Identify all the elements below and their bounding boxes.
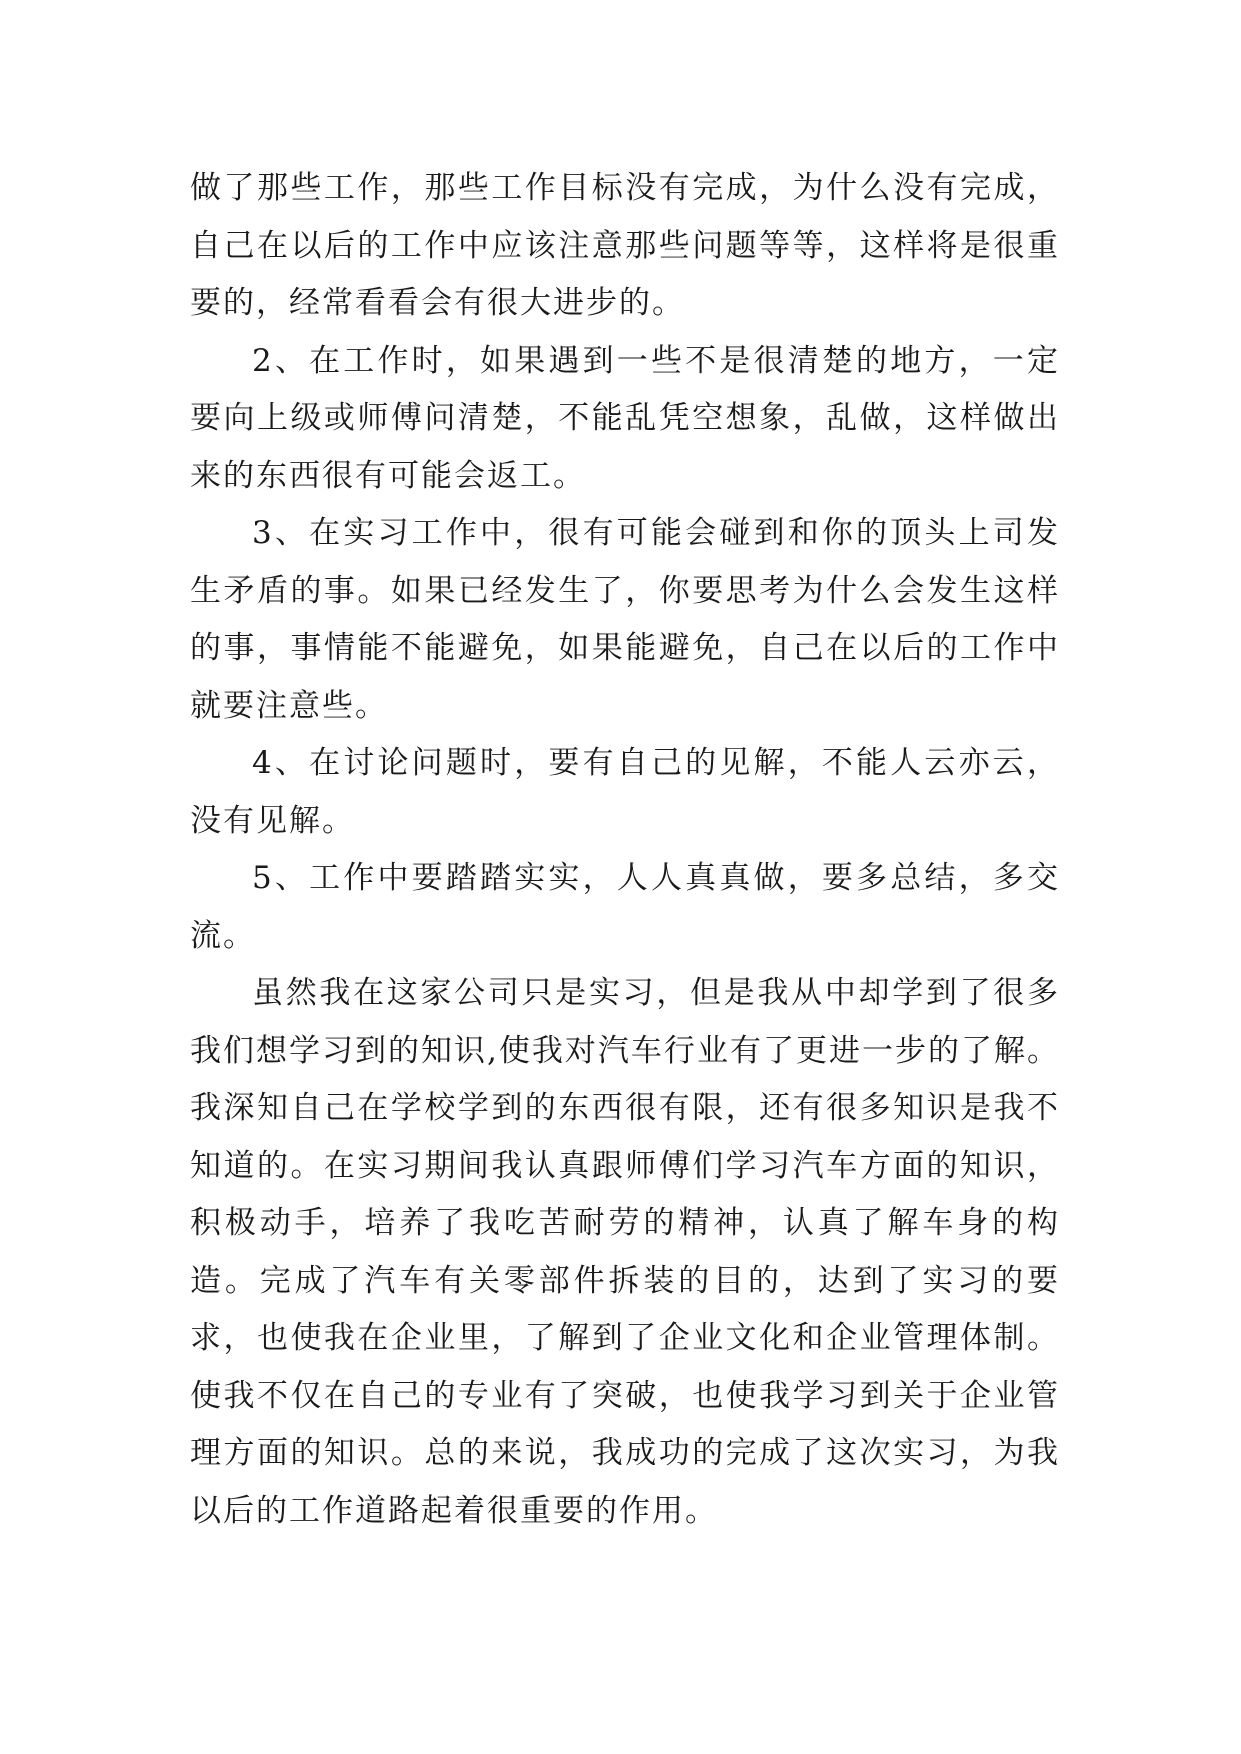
- paragraph-item-2: 2、在工作时，如果遇到一些不是很清楚的地方，一定要向上级或师傅问清楚，不能乱凭空想象，乱做，这样做出来的东西很有可能会返工。: [190, 342, 1060, 494]
- document-body: [190, 160, 1060, 1540]
- paragraph-item-3: 3、在实习工作中，很有可能会碰到和你的顶头上司发生矛盾的事。如果已经发生了，你要思考为什么会发生这样的事，事情能不能避免，如果能避免，自己在以后的工作中就要注意些。: [190, 515, 1060, 724]
- paragraph-summary: 虽然我在这家公司只是实习，但是我从中却学到了很多我们想学习到的知识,使我对汽车行业有了更进一步的了解。我深知自己在学校学到的东西很有限，还有很多知识是我不知道的。在实习期间我认真跟师傅们学习汽车方面的知识，积极动手，培养了我吃苦耐劳的精神，认真了解车身的构造。完成了汽车有关零部件拆装的目的，达到了实习的要求，也使我在企业里，了解到了企业文化和企业管理体制。使我不仅在自己的专业有了突破，也使我学习到关于企业管理方面的知识。总的来说，我成功的完成了这次实习，为我以后的工作道路起着很重要的作用。: [190, 975, 1060, 1529]
- paragraph-continuation: 做了那些工作，那些工作目标没有完成，为什么没有完成，自己在以后的工作中应该注意那些问题等等，这样将是很重要的，经常看看会有很大进步的。: [190, 170, 1060, 321]
- paragraph-item-4: 4、在讨论问题时，要有自己的见解，不能人云亦云，没有见解。: [190, 745, 1060, 839]
- paragraph-item-5: 5、工作中要踏踏实实，人人真真做，要多总结，多交流。: [190, 860, 1060, 954]
